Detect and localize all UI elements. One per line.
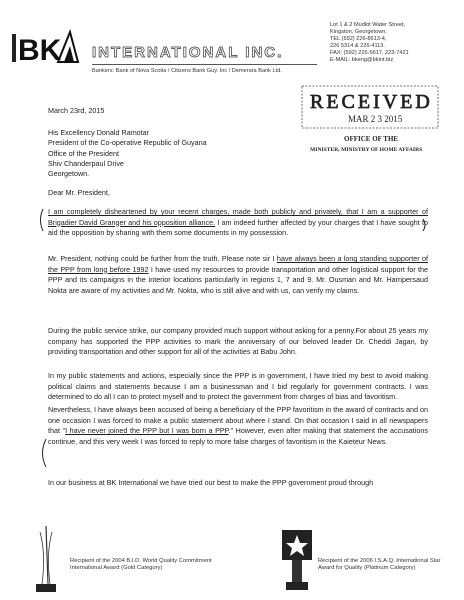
gold-award-icon (30, 524, 62, 596)
received-stamp (300, 84, 440, 156)
paragraph-5 (48, 405, 428, 447)
recipient-address: His Excellency Donald Ramotar President of the Co-operative Republic of Guyana Office of the President Shiv Chanderpaul Drive Georgetown. (48, 128, 207, 179)
stamp-office: OFFICE OF THE (344, 135, 399, 143)
p5-rest: ." However, even after making that statement the accusations continue, and this very week I was forced to reply to more false charges of favoritism in the Kaieteur News. (48, 426, 428, 446)
stamp-received: RECEIVED (310, 91, 433, 113)
bankers-line: Bankers: Bank of Nova Scotia / Citizens Bank Guy. Inc / Demerara Bank Ltd. (92, 68, 282, 74)
paragraph-2 (48, 254, 428, 296)
letterhead (12, 22, 452, 72)
stamp-ministry: MINISTER, MINISTRY OF HOME AFFAIRS (310, 147, 423, 153)
p2-rest: I have used my resources to provide transportation and other logistical support for the PPP and its campaigns in the interior locations particularly in regions 1, 7 and 9. Mr. Ousman and Mr. Harripersaud Nokta are aware of my activities and Mr. Nokta, who is still alive and with us, can verify my claims. (48, 264, 428, 295)
platinum-award-icon (280, 528, 314, 594)
p2-start: Mr. President, nothing could be further from the truth. Please note sir I (48, 254, 277, 263)
p5-start: Nevertheless, I have always been accused of being a beneficiary of the PPP favoritism in the award of contracts and on one occasion I was forced to make a public statement about where I stand. On that occasion I said in all newspapers that " (48, 405, 428, 435)
margin-bracket-mark (36, 208, 46, 232)
paragraph-6: In our business at BK International we have tried our best to make the PPP government proud through (48, 478, 374, 487)
platinum-award-caption: Recipient of the 2006 I.S.A.Q. International Star Award for Quality (Platinum Category) (318, 558, 441, 571)
company-rule (92, 64, 317, 65)
logo-text: BK (18, 34, 62, 67)
gold-award-caption: Recipient of the 2004 B.I.D. World Quality Commitment International Award (Gold Category) (70, 558, 212, 571)
p1-underlined: I am completely disheartened by your recent charges, made both publicly and privately, that I am a supporter of Brigadier David Granger and his opposition alliance. (48, 207, 428, 227)
paragraph-3: During the public service strike, our company provided much support without asking for a penny.For about 25 years my company has supported the PPP activities to mark the anniversary of our beloved leader Dr. Cheddi Jagan, by providing transportation and other support for all of the activities at Babu John. (48, 326, 428, 356)
margin-bracket-mark-right (420, 218, 430, 232)
stamp-date: MAR 2 3 2015 (348, 114, 403, 124)
margin-bracket-mark-lower (38, 438, 48, 468)
company-address: Lot 1 & 2 Mudlot Water Street, Kingston, Georgetown. TEL (592) 226-8613-4, 226 5314 & 226-4113. FAX: (592) 226-5617, 223-7421 E-MAIL: bkeng@bkint.biz (330, 22, 409, 63)
company-name: INTERNATIONAL INC. (92, 44, 284, 61)
p2-underlined: have always been a long standing supporter of the PPP from long before 1992 (48, 254, 428, 274)
letter-date: March 23rd, 2015 (48, 106, 105, 115)
paragraph-4: In my public statements and actions, especially since the PPP is in government, I have tried my best to avoid making political claims and statements because I am a businessman and I bid regularly for government contracts. I was determined to do all I can to protect myself and to protect the government from charges of bias and favoritism. (48, 371, 428, 401)
p5-quote: I have never joined the PPP but I was born a PPP (65, 426, 229, 435)
p1-rest: I am indeed further affected by your charges that I have sought to aid the opposition by sharing with them some documents in my possession. (48, 217, 428, 237)
bk-logo (12, 28, 82, 68)
paragraph-1 (48, 207, 428, 239)
salutation: Dear Mr. President, (48, 188, 110, 197)
